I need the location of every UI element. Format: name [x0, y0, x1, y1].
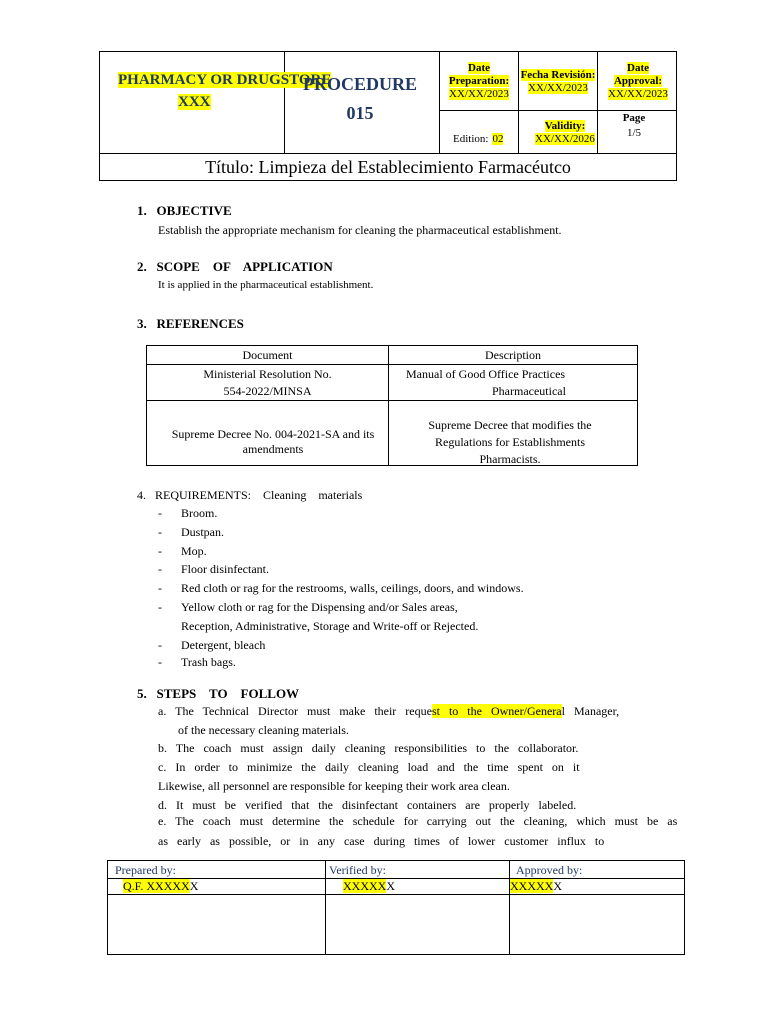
- step-a-text: l Manager,: [561, 704, 620, 718]
- divider: [108, 894, 684, 895]
- date-preparation-label: Date: [468, 62, 490, 74]
- step-e: e. The coach must determine the schedule for carrying out the cleaning, which must be as: [158, 814, 678, 828]
- procedure-label: PROCEDURE: [302, 74, 417, 94]
- section-heading-objective: 1. OBJECTIVE: [137, 203, 232, 218]
- divider: [439, 110, 677, 111]
- company-name-line1: PHARMACY OR DRUGSTORE: [118, 72, 332, 88]
- step-a-continuation: of the necessary cleaning materials.: [178, 723, 349, 737]
- list-item-continuation: Reception, Administrative, Storage and Write-off or Rejected.: [181, 619, 479, 633]
- approved-by-name-highlight: XXXXX: [510, 879, 554, 893]
- reference-description: [406, 366, 566, 400]
- company-name-line2: XXX: [178, 94, 211, 110]
- procedure-number: 015: [346, 103, 374, 123]
- step-a: [158, 703, 619, 719]
- section-heading-references: 3. REFERENCES: [137, 316, 244, 331]
- reference-description: [405, 417, 615, 468]
- revision-date-cell: [519, 69, 597, 95]
- verified-by-name: [343, 878, 395, 894]
- list-item: Trash bags.: [181, 655, 236, 669]
- list-item: Broom.: [181, 506, 218, 520]
- list-bullet: -: [158, 581, 162, 595]
- reference-document: [155, 426, 391, 458]
- approved-by-name: [510, 878, 562, 894]
- signature-table: [107, 860, 685, 955]
- divider: [147, 364, 637, 365]
- reference-description-line: Regulations for Establishments: [435, 435, 585, 449]
- verified-by-name-rest: X: [386, 879, 396, 893]
- reference-description-line: Manual of Good Office Practices: [406, 367, 566, 381]
- list-item: Red cloth or rag for the restrooms, walls, ceilings, doors, and windows.: [181, 581, 524, 595]
- reference-description-line: Supreme Decree that modifies the: [428, 418, 592, 432]
- divider: [518, 52, 519, 153]
- list-item: Dustpan.: [181, 525, 224, 539]
- procedure-block: [285, 70, 435, 128]
- list-bullet: -: [158, 562, 162, 576]
- step-b: b. The coach must assign daily cleaning responsibilities to the collaborator.: [158, 741, 579, 755]
- reference-document: [147, 366, 388, 400]
- step-c-continuation: Likewise, all personnel are responsible for keeping their work area clean.: [158, 779, 510, 793]
- approved-by-name-rest: X: [553, 879, 563, 893]
- reference-document-line: Ministerial Resolution No.: [203, 367, 332, 381]
- section-heading-requirements: 4. REQUIREMENTS: Cleaning materials: [137, 488, 363, 502]
- list-bullet: -: [158, 600, 162, 614]
- step-a-highlight: st to the Owner/Genera: [431, 704, 562, 718]
- page-label: Page: [622, 112, 646, 124]
- list-bullet: -: [158, 506, 162, 520]
- reference-document-line: amendments: [242, 442, 304, 456]
- date-preparation-label: Preparation:: [448, 75, 510, 87]
- list-bullet: -: [158, 544, 162, 558]
- revision-date-label: Fecha Revisión:: [520, 69, 596, 81]
- document-title: Título: Limpieza del Establecimiento Farmacéutco: [205, 157, 571, 177]
- page-number: 1/5: [626, 127, 642, 139]
- prepared-by-label: Prepared by:: [115, 863, 176, 877]
- prepared-by-name: [123, 878, 198, 894]
- step-a-text: a. The Technical Director must make their reque: [158, 704, 432, 718]
- list-item: Mop.: [181, 544, 207, 558]
- step-d: d. It must be verified that the disinfectant containers are properly labeled.: [158, 798, 577, 812]
- date-preparation-cell: [440, 62, 518, 101]
- reference-document-line: Supreme Decree No. 004-2021-SA and its: [171, 427, 375, 441]
- prepared-by-name-highlight: Q.F. XXXXX: [123, 879, 190, 893]
- approval-date-label: Approval:: [613, 75, 663, 87]
- column-header-document: Document: [242, 348, 293, 362]
- edition-label: Edition:: [453, 133, 489, 145]
- section-heading-scope: 2. SCOPE OF APPLICATION: [137, 259, 333, 274]
- reference-document-line: 554-2022/MINSA: [223, 384, 312, 398]
- validity-value: XX/XX/2026: [535, 133, 595, 145]
- validity-cell: [525, 120, 605, 146]
- verified-by-name-highlight: XXXXX: [343, 879, 387, 893]
- list-item: Floor disinfectant.: [181, 562, 269, 576]
- edition-cell: [453, 129, 503, 147]
- prepared-by-name-rest: X: [189, 879, 199, 893]
- verified-by-label: Verified by:: [329, 863, 386, 877]
- section-heading-steps: 5. STEPS TO FOLLOW: [137, 686, 300, 701]
- divider: [509, 861, 510, 954]
- edition-value: 02: [492, 133, 504, 145]
- reference-description-line: Pharmaceutical: [492, 384, 566, 398]
- scope-text: It is applied in the pharmaceutical establishment.: [158, 279, 374, 291]
- approval-date-value: XX/XX/2023: [608, 88, 668, 100]
- list-bullet: -: [158, 525, 162, 539]
- reference-description-line: Pharmacists.: [479, 452, 541, 466]
- page-cell: [598, 112, 670, 140]
- list-item: Detergent, bleach: [181, 638, 266, 652]
- list-item: Yellow cloth or rag for the Dispensing and/or Sales areas,: [181, 600, 458, 614]
- step-e-continuation: as early as possible, or in any case during times of lower customer influx to: [158, 834, 605, 848]
- approval-date-label: Date: [627, 62, 649, 74]
- date-preparation-value: XX/XX/2023: [449, 88, 509, 100]
- column-header-description: Description: [485, 348, 541, 362]
- list-bullet: -: [158, 638, 162, 652]
- references-table: [146, 345, 638, 466]
- validity-label: Validity:: [544, 120, 586, 132]
- divider: [147, 400, 637, 401]
- objective-text: Establish the appropriate mechanism for cleaning the pharmaceutical establishment.: [158, 223, 562, 237]
- approval-date-cell: [598, 62, 678, 101]
- approved-by-label: Approved by:: [516, 863, 583, 877]
- revision-date-value: XX/XX/2023: [528, 82, 588, 94]
- step-c: c. In order to minimize the daily cleaning load and the time spent on it: [158, 760, 580, 774]
- list-bullet: -: [158, 655, 162, 669]
- document-header-table: [99, 51, 677, 181]
- divider: [325, 861, 326, 954]
